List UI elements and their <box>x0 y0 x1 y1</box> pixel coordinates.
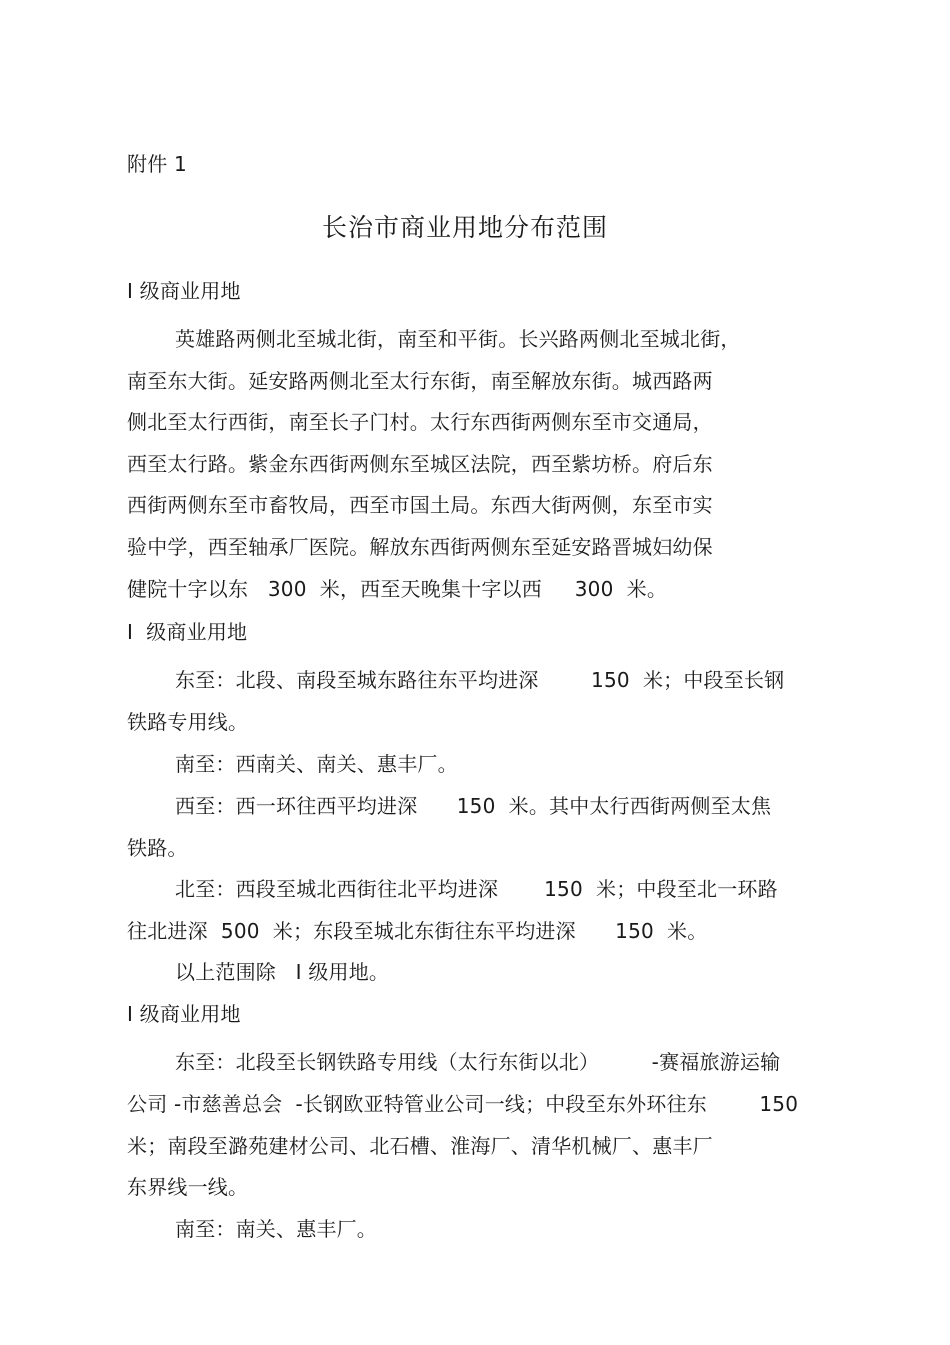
paragraph-line: 东至：北段、南段至城东路往东平均进深 150 米；中段至长钢 <box>175 668 785 692</box>
paragraph-line: 铁路专用线。 <box>127 710 249 734</box>
section-heading: I 级商业用地 <box>127 279 241 303</box>
paragraph-line: 西街两侧东至市畜牧局，西至市国土局。东西大街两侧，东至市实 <box>127 493 713 517</box>
paragraph-line: 南至东大街。延安路两侧北至太行东街，南至解放东街。城西路两 <box>127 369 713 393</box>
paragraph-line: 英雄路两侧北至城北街，南至和平街。长兴路两侧北至城北街， <box>175 327 741 351</box>
paragraph-line: 南至：南关、惠丰厂。 <box>175 1217 377 1241</box>
paragraph-line: 以上范围除 I 级用地。 <box>175 960 390 984</box>
paragraph-line: 健院十字以东 300 米，西至天晚集十字以西 300 米。 <box>127 577 668 601</box>
paragraph-line: 米；南段至潞苑建材公司、北石槽、淮海厂、清华机械厂、惠丰厂 <box>127 1134 713 1158</box>
paragraph-line: 东界线一线。 <box>127 1175 249 1199</box>
attachment-label: 附件 1 <box>127 152 187 176</box>
paragraph-line: 西至：西一环往西平均进深 150 米。其中太行西街两侧至太焦 <box>175 794 772 818</box>
paragraph-line: 往北进深 500 米；东段至城北东街往东平均进深 150 米。 <box>127 919 708 943</box>
paragraph-line: 西至太行路。紫金东西街两侧东至城区法院，西至紫坊桥。府后东 <box>127 452 713 476</box>
paragraph-line: 北至：西段至城北西街往北平均进深 150 米；中段至北一环路 <box>175 877 778 901</box>
paragraph-line: 验中学，西至轴承厂医院。解放东西街两侧东至延安路晋城妇幼保 <box>127 535 713 559</box>
paragraph-line: 侧北至太行西街，南至长子门村。太行东西街两侧东至市交通局， <box>127 410 713 434</box>
document-title: 长治市商业用地分布范围 <box>322 213 609 242</box>
paragraph-line: 铁路。 <box>127 836 188 860</box>
section-heading: I 级商业用地 <box>127 1002 241 1026</box>
section-heading: I 级商业用地 <box>127 620 248 644</box>
paragraph-line: 南至：西南关、南关、惠丰厂。 <box>175 752 458 776</box>
paragraph-line: 公司 -市慈善总会 -长钢欧亚特管业公司一线；中段至东外环往东 150 <box>127 1092 799 1116</box>
paragraph-line: 东至：北段至长钢铁路专用线（太行东街以北） -赛福旅游运输 <box>175 1050 781 1074</box>
